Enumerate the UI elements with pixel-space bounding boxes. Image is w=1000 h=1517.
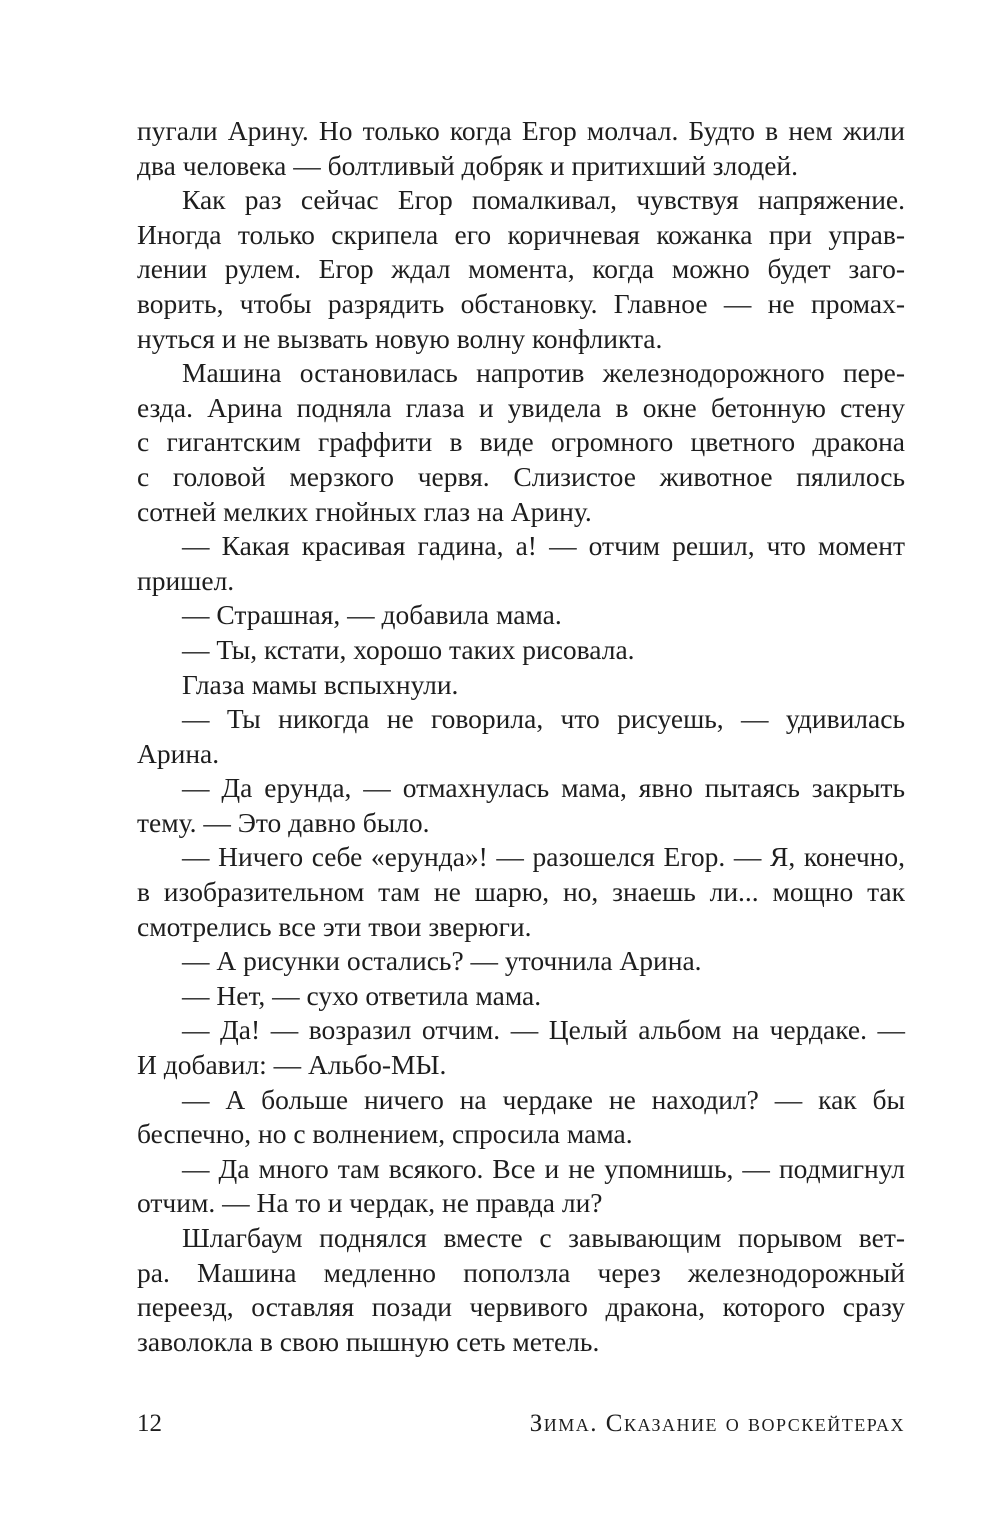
text-line: отчим. — На то и чердак, не правда ли? [137,1187,603,1219]
text-line: — А рисунки остались? — уточнила Арина. [182,945,702,977]
text-line: ворить, чтобы разрядить обстановку. Главное — не промах- [137,287,905,319]
text-line: пришел. [137,564,235,596]
text-line: с головой мерзкого червя. Слизистое животное пялилось [137,460,905,492]
text-line: Шлагбаум поднялся вместе с завывающим порывом вет- [182,1222,905,1253]
text-line: лении рулем. Егор ждал момента, когда можно будет заго- [137,253,905,285]
text-line: тему. — Это давно было. [137,806,430,838]
page-number: 12 [137,1410,162,1437]
text-line: — Да! — возразил отчим. — Целый альбом на чердаке. — [182,1014,905,1046]
text-line: — Да много там всякого. Все и не упомнишь, — подмигнул [182,1152,905,1184]
text-line: ра. Машина медленно поползла через железнодорожный [137,1256,905,1288]
text-line: И добавил: — Альбо-МЫ. [137,1049,447,1081]
text-line: Арина. [137,737,220,769]
text-line: — Какая красивая гадина, а! — отчим решил, что момент [182,530,905,562]
text-line: Иногда только скрипела его коричневая кожанка при управ- [137,218,905,250]
text-line: переезд, оставляя позади червивого дракона, которого сразу [137,1291,905,1323]
text-line: — А больше ничего на чердаке не находил? — как бы [182,1083,905,1115]
text-line: с гигантским граффити в виде огромного цветного дракона [137,426,905,458]
text-line: — Нет, — сухо ответила мама. [182,979,542,1011]
text-line: — Да ерунда, — отмахнулась мама, явно пытаясь закрыть [182,772,905,804]
text-line: езда. Арина подняла глаза и увидела в окне бетонную стену [137,391,905,423]
text-line: смотрелись все эти твои зверюги. [137,910,532,942]
body-text [137,114,905,1359]
text-line: Глаза мамы вспыхнули. [182,668,459,700]
text-line: беспечно, но с волнением, спросила мама. [137,1118,633,1150]
page-footer [137,1404,905,1444]
text-line: Как раз сейчас Егор помалкивал, чувствуя напряжение. [182,184,905,216]
text-line: заволокла в свою пышную сеть метель. [137,1325,600,1357]
text-line: — Ты, кстати, хорошо таких рисовала. [182,633,635,665]
text-line: — Ничего себе «ерунда»! — разошелся Егор. — Я, конечно, [182,841,905,873]
text-line: два человека — болтливый добряк и притихший злодей. [137,149,799,181]
text-line: пугали Арину. Но только когда Егор молчал. Будто в нем жили [137,115,905,146]
text-line: — Страшная, — добавила мама. [182,599,562,631]
text-line: Машина остановилась напротив железнодорожного пере- [182,357,905,389]
text-line: нуться и не вызвать новую волну конфликта. [137,322,663,354]
text-line: в изобразительном там не шарю, но, знаешь ли... мощно так [137,876,905,908]
running-title: Зима. Сказание о ворскейтерах [529,1410,905,1437]
text-line: сотней мелких гнойных глаз на Арину. [137,495,592,527]
text-line: — Ты никогда не говорила, что рисуешь, — удивилась [182,703,905,735]
